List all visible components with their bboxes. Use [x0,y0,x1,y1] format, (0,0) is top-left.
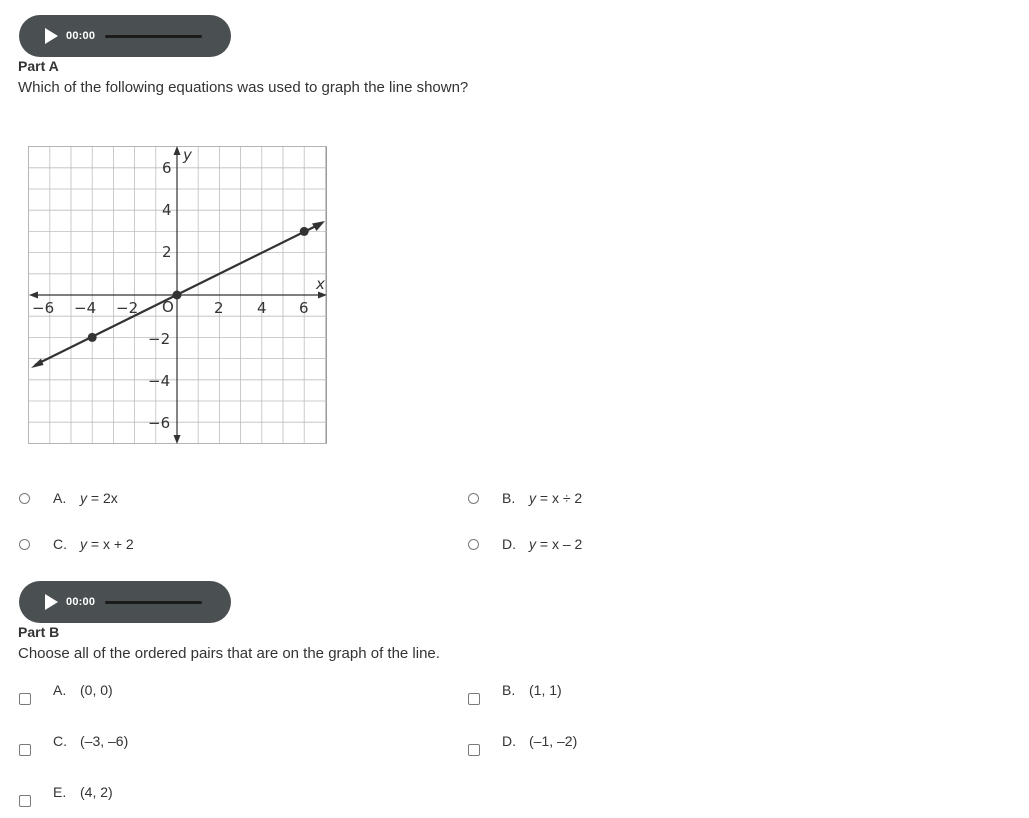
y-tick-label: 2 [162,243,172,261]
part-b-title: Part B [18,624,60,640]
part-a-title: Part A [18,58,59,74]
choice-variable: y [529,490,536,506]
choice-letter: C. [53,536,67,552]
audio-progress-track[interactable] [105,35,202,38]
part-b-choice-e[interactable] [19,784,419,810]
y-axis-label: y [183,146,192,164]
choice-expression: = 2x [87,490,118,506]
x-tick-label: 6 [299,299,309,317]
audio-progress-track[interactable] [105,601,202,604]
choice-variable: y [529,536,536,552]
choice-letter: A. [53,490,67,506]
choice-letter: A. [53,682,67,698]
play-icon[interactable] [45,594,58,610]
choice-variable: y [80,536,87,552]
audio-time: 00:00 [66,30,96,42]
part-b-choice-c[interactable] [19,733,419,759]
part-a-choice-b[interactable] [468,489,868,507]
choice-letter: D. [502,536,516,552]
choice-text: (–3, –6) [80,733,129,749]
choice-variable: y [80,490,87,506]
choice-text: (–1, –2) [529,733,578,749]
choice-expression: = x + 2 [87,536,134,552]
choice-text: (1, 1) [529,682,562,698]
choice-expression: = x ÷ 2 [536,490,583,506]
choice-text: (4, 2) [80,784,113,800]
choice-letter: E. [53,784,67,800]
origin-label: O [162,298,174,316]
part-a-choice-d[interactable] [468,535,868,553]
part-b-question: Choose all of the ordered pairs that are on the graph of the line. [18,645,440,662]
x-tick-label: −2 [116,299,139,317]
choice-text: (0, 0) [80,682,113,698]
line-graph [27,143,329,448]
audio-player-part-b [19,581,231,623]
graph-point [173,291,182,300]
y-tick-label: −4 [148,372,171,390]
audio-player-part-a [19,15,231,57]
radio-button[interactable] [468,493,479,504]
x-tick-label: 2 [214,299,224,317]
radio-button[interactable] [468,539,479,550]
graph-point [88,333,97,342]
play-icon[interactable] [45,28,58,44]
checkbox[interactable] [468,744,480,756]
part-b-choice-a[interactable] [19,682,419,708]
checkbox[interactable] [19,693,31,705]
choice-letter: C. [53,733,67,749]
x-axis-label: x [316,275,325,293]
choice-text [80,536,134,552]
choice-text [529,536,582,552]
part-b-choice-b[interactable] [468,682,868,708]
y-tick-label: 4 [162,201,172,219]
choice-letter: B. [502,490,516,506]
y-tick-label: −2 [148,330,171,348]
x-tick-label: 4 [257,299,267,317]
choice-text [529,490,582,506]
part-a-choice-c[interactable] [19,535,419,553]
radio-button[interactable] [19,539,30,550]
checkbox[interactable] [19,744,31,756]
y-tick-label: 6 [162,159,172,177]
checkbox[interactable] [468,693,480,705]
x-tick-label: −6 [32,299,55,317]
part-a-question: Which of the following equations was used to graph the line shown? [18,79,469,96]
radio-button[interactable] [19,493,30,504]
choice-text [80,490,118,506]
choice-letter: D. [502,733,516,749]
choice-expression: = x – 2 [536,536,583,552]
choice-letter: B. [502,682,516,698]
audio-time: 00:00 [66,596,96,608]
part-b-choice-d[interactable] [468,733,868,759]
graph-point [300,227,309,236]
x-tick-label: −4 [74,299,97,317]
y-tick-label: −6 [148,414,171,432]
checkbox[interactable] [19,795,31,807]
part-a-choice-a[interactable] [19,489,419,507]
